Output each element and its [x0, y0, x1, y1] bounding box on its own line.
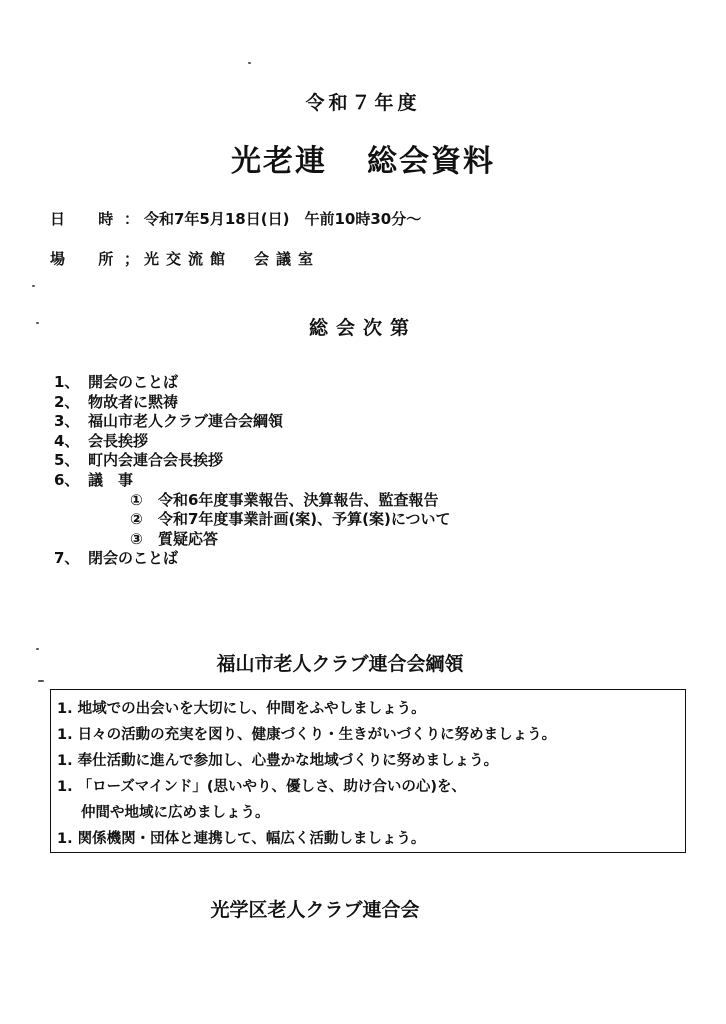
creed-line: 1. 日々の活動の充実を図り、健康づくり・生きがいづくりに努めましょう。	[57, 727, 557, 743]
place-line	[50, 248, 320, 269]
association-short-name: 光老連	[231, 144, 327, 179]
creed-line: 1. 奉仕活動に進んで参加し、心豊かな地域づくりに努めましょう。	[57, 753, 499, 769]
agenda-sub-item: ② 令和7年度事業計画(案)、予算(案)について	[130, 510, 451, 529]
date-label: 日 時	[50, 210, 128, 228]
main-title	[0, 136, 726, 180]
creed-line-continuation: 仲間や地域に広めましょう。	[81, 805, 270, 821]
scan-speck	[32, 285, 35, 287]
creed-line: 1. 地域での出会いを大切にし、仲間をふやしましょう。	[57, 701, 426, 717]
creed-line: 1. 「ローズマインド」(思いやり、優しさ、助け合いの心)を、	[57, 779, 467, 795]
agenda-item: 2、 物故者に黙祷	[54, 392, 179, 411]
date-line	[50, 208, 421, 229]
scan-speck	[36, 322, 39, 324]
agenda-item: 7、 閉会のことば	[54, 549, 179, 568]
agenda-item: 5、 町内会連合会長挨拶	[54, 451, 224, 470]
place-value: 光交流館 会議室	[144, 250, 321, 268]
organization-name: 光学区老人クラブ連合会	[210, 899, 420, 921]
date-value: 令和7年5月18日(日) 午前10時30分～	[144, 210, 422, 228]
agenda-sub-item: ① 令和6年度事業報告、決算報告、監査報告	[130, 490, 439, 509]
date-separator: ：	[124, 210, 140, 228]
document-type: 総会資料	[367, 144, 495, 179]
creed-box	[50, 689, 686, 853]
place-label: 場 所	[50, 250, 128, 268]
creed-line: 1. 関係機関・団体と連携して、幅広く活動しましょう。	[57, 831, 426, 847]
agenda-sub-item: ③ 質疑応答	[130, 529, 219, 548]
agenda-item: 4、 会長挨拶	[54, 431, 149, 450]
scan-speck	[36, 648, 39, 650]
creed-title: 福山市老人クラブ連合会綱領	[216, 653, 464, 675]
fiscal-year-title: 令和７年度	[305, 92, 421, 114]
place-separator: ；	[124, 250, 140, 268]
agenda-item: 3、 福山市老人クラブ連合会綱領	[54, 412, 284, 431]
agenda-heading: 総会次第	[308, 317, 417, 339]
scan-speck	[38, 680, 44, 682]
scan-speck	[248, 62, 251, 64]
agenda-item: 6、 議 事	[54, 470, 134, 489]
agenda-item: 1、 開会のことば	[54, 373, 179, 391]
agenda-list	[54, 373, 451, 569]
